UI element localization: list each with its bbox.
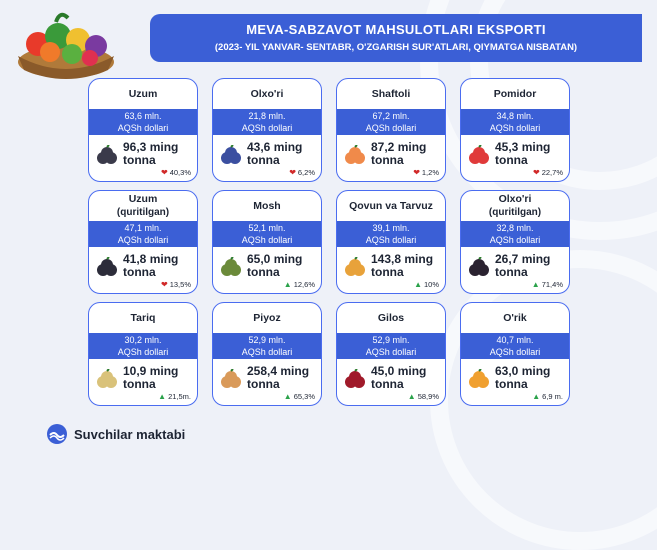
change-indicator	[284, 392, 315, 401]
product-subname: (quritilgan)	[116, 207, 170, 218]
quantity-unit: tonna	[495, 377, 528, 391]
heart-down-icon: ❤	[161, 280, 168, 289]
product-name: Uzum	[128, 193, 158, 205]
export-value-amount: 52,1 mln.	[248, 223, 286, 233]
quantity-amount: 96,3 ming	[123, 140, 179, 154]
product-card	[88, 190, 198, 294]
product-grid	[88, 78, 570, 406]
quantity-unit: tonna	[123, 265, 156, 279]
quantity-amount: 45,0 ming	[371, 364, 427, 378]
export-value-amount: 52,9 mln.	[372, 335, 410, 345]
export-value-currency: AQSh dollari	[241, 123, 293, 133]
change-value: 1,2%	[421, 168, 439, 177]
change-value: 10%	[423, 280, 439, 289]
page-title: MEVA-SABZAVOT MAHSULOTLARI EKSPORTI	[246, 22, 546, 37]
melon-icon	[343, 257, 367, 279]
export-value-currency: AQSh dollari	[241, 347, 293, 357]
export-quantity	[123, 253, 178, 279]
quantity-unit: tonna	[247, 377, 280, 391]
export-value-amount: 40,7 mln.	[496, 335, 534, 345]
change-value: 21,5m.	[168, 392, 191, 401]
product-name-block	[213, 79, 321, 109]
brand-name: Suvchilar maktabi	[74, 426, 186, 442]
quantity-amount: 63,0 ming	[495, 364, 551, 378]
vegetable-basket-icon	[8, 4, 126, 82]
change-indicator	[532, 280, 563, 289]
export-value	[89, 333, 197, 359]
card-body	[213, 247, 321, 293]
export-value	[89, 221, 197, 247]
product-name: Piyoz	[253, 311, 281, 324]
export-value-currency: AQSh dollari	[117, 235, 169, 245]
arrow-up-icon: ▲	[532, 392, 541, 401]
mung-bean-icon	[219, 257, 243, 279]
export-quantity	[371, 141, 426, 167]
quantity-amount: 43,6 ming	[247, 140, 303, 154]
product-name-block	[89, 191, 197, 221]
card-body	[337, 135, 445, 181]
export-value-currency: AQSh dollari	[365, 235, 417, 245]
change-value: 22,7%	[541, 168, 563, 177]
product-card	[460, 78, 570, 182]
product-name-block	[461, 79, 569, 109]
quantity-amount: 41,8 ming	[123, 252, 179, 266]
arrow-up-icon: ▲	[283, 280, 292, 289]
export-value-currency: AQSh dollari	[365, 347, 417, 357]
quantity-amount: 45,3 ming	[495, 140, 551, 154]
change-indicator	[413, 168, 439, 177]
peach-icon	[343, 145, 367, 167]
product-name: Mosh	[253, 199, 281, 212]
export-value	[461, 333, 569, 359]
quantity-unit: tonna	[495, 265, 528, 279]
export-quantity	[495, 141, 550, 167]
product-name: Shaftoli	[371, 87, 411, 100]
product-card	[88, 78, 198, 182]
change-value: 40,3%	[169, 168, 191, 177]
product-card	[212, 302, 322, 406]
card-body	[89, 135, 197, 181]
quantity-amount: 258,4 ming	[247, 364, 310, 378]
change-indicator	[533, 168, 563, 177]
export-value-amount: 39,1 mln.	[372, 223, 410, 233]
export-quantity	[247, 253, 302, 279]
prunes-icon	[467, 257, 491, 279]
product-card	[212, 78, 322, 182]
product-card	[460, 302, 570, 406]
card-body	[89, 247, 197, 293]
export-quantity	[371, 253, 433, 279]
export-value-amount: 21,8 mln.	[248, 111, 286, 121]
change-value: 65,3%	[293, 392, 315, 401]
plum-icon	[219, 145, 243, 167]
product-card	[212, 190, 322, 294]
grapes-icon	[95, 145, 119, 167]
change-indicator	[532, 392, 563, 401]
product-name-block	[461, 303, 569, 333]
quantity-unit: tonna	[371, 377, 404, 391]
change-value: 12,6%	[293, 280, 315, 289]
export-value-amount: 32,8 mln.	[496, 223, 534, 233]
change-indicator	[161, 168, 191, 177]
quantity-unit: tonna	[123, 377, 156, 391]
onion-icon	[219, 369, 243, 391]
change-value: 71,4%	[541, 280, 563, 289]
quantity-unit: tonna	[371, 265, 404, 279]
export-value	[337, 221, 445, 247]
change-indicator	[161, 280, 191, 289]
export-value-amount: 63,6 mln.	[124, 111, 162, 121]
page-subtitle: (2023- YIL YANVAR- SENTABR, O'ZGARISH SUR'ATLARI, QIYMATGA NISBATAN)	[214, 42, 578, 53]
quantity-unit: tonna	[495, 153, 528, 167]
cherry-icon	[343, 369, 367, 391]
export-value	[213, 333, 321, 359]
product-card	[336, 78, 446, 182]
change-indicator	[414, 280, 439, 289]
card-body	[89, 359, 197, 405]
export-value-amount: 67,2 mln.	[372, 111, 410, 121]
product-name-block	[337, 191, 445, 221]
arrow-up-icon: ▲	[158, 392, 167, 401]
export-value	[461, 109, 569, 135]
card-body	[461, 247, 569, 293]
product-subname: (quritilgan)	[488, 207, 542, 218]
export-value-currency: AQSh dollari	[489, 235, 541, 245]
export-value	[337, 333, 445, 359]
quantity-unit: tonna	[247, 265, 280, 279]
product-name: Olxo'ri	[250, 87, 284, 100]
change-value: 13,5%	[169, 280, 191, 289]
change-indicator	[289, 168, 315, 177]
export-quantity	[495, 365, 550, 391]
product-name: Pomidor	[493, 87, 537, 100]
product-name-block	[213, 303, 321, 333]
product-name: Olxo'ri	[498, 193, 532, 205]
export-value-currency: AQSh dollari	[117, 347, 169, 357]
product-name-block	[337, 303, 445, 333]
product-name: O'rik	[503, 311, 527, 324]
export-quantity	[495, 253, 550, 279]
product-name-block	[461, 191, 569, 221]
change-indicator	[158, 392, 191, 401]
export-value	[337, 109, 445, 135]
product-card	[88, 302, 198, 406]
card-body	[213, 135, 321, 181]
product-name: Gilos	[377, 311, 405, 324]
apricot-icon	[467, 369, 491, 391]
arrow-up-icon: ▲	[407, 392, 416, 401]
product-name: Qovun va Tarvuz	[349, 199, 433, 212]
export-value-currency: AQSh dollari	[241, 235, 293, 245]
export-value-amount: 47,1 mln.	[124, 223, 162, 233]
quantity-amount: 26,7 ming	[495, 252, 551, 266]
card-body	[337, 247, 445, 293]
export-value	[213, 221, 321, 247]
product-name-block	[89, 303, 197, 333]
quantity-unit: tonna	[247, 153, 280, 167]
export-quantity	[247, 141, 302, 167]
title-banner	[150, 14, 642, 62]
raisins-icon	[95, 257, 119, 279]
millet-icon	[95, 369, 119, 391]
change-indicator	[284, 280, 315, 289]
change-value: 58,9%	[417, 392, 439, 401]
quantity-unit: tonna	[371, 153, 404, 167]
arrow-up-icon: ▲	[414, 280, 422, 289]
quantity-amount: 87,2 ming	[371, 140, 427, 154]
export-quantity	[247, 365, 309, 391]
change-value: 6,2%	[297, 168, 315, 177]
brand-logo	[46, 423, 185, 445]
heart-down-icon: ❤	[533, 168, 540, 177]
quantity-amount: 143,8 ming	[371, 252, 434, 266]
arrow-up-icon: ▲	[283, 392, 292, 401]
card-body	[337, 359, 445, 405]
export-value-currency: AQSh dollari	[365, 123, 417, 133]
quantity-amount: 10,9 ming	[123, 364, 179, 378]
quantity-unit: tonna	[123, 153, 156, 167]
card-body	[461, 359, 569, 405]
change-value: 6,9 m.	[542, 392, 563, 401]
product-name: Tariq	[130, 311, 156, 324]
product-name-block	[337, 79, 445, 109]
export-value-currency: AQSh dollari	[489, 123, 541, 133]
arrow-up-icon: ▲	[531, 280, 540, 289]
export-value-amount: 34,8 mln.	[496, 111, 534, 121]
export-value	[461, 221, 569, 247]
heart-down-icon: ❤	[161, 168, 168, 177]
quantity-amount: 65,0 ming	[247, 252, 303, 266]
export-quantity	[123, 141, 178, 167]
export-value-amount: 52,9 mln.	[248, 335, 286, 345]
water-drop-logo-icon	[46, 423, 68, 445]
export-value-currency: AQSh dollari	[489, 347, 541, 357]
product-name-block	[89, 79, 197, 109]
heart-down-icon: ❤	[289, 168, 296, 177]
change-indicator	[408, 392, 439, 401]
heart-down-icon: ❤	[413, 168, 420, 177]
export-value-amount: 30,2 mln.	[124, 335, 162, 345]
product-name: Uzum	[128, 87, 158, 100]
product-card	[336, 190, 446, 294]
export-value-currency: AQSh dollari	[117, 123, 169, 133]
tomato-icon	[467, 145, 491, 167]
export-value	[89, 109, 197, 135]
export-quantity	[123, 365, 178, 391]
export-quantity	[371, 365, 426, 391]
card-body	[461, 135, 569, 181]
product-card	[460, 190, 570, 294]
product-name-block	[213, 191, 321, 221]
product-card	[336, 302, 446, 406]
export-value	[213, 109, 321, 135]
card-body	[213, 359, 321, 405]
